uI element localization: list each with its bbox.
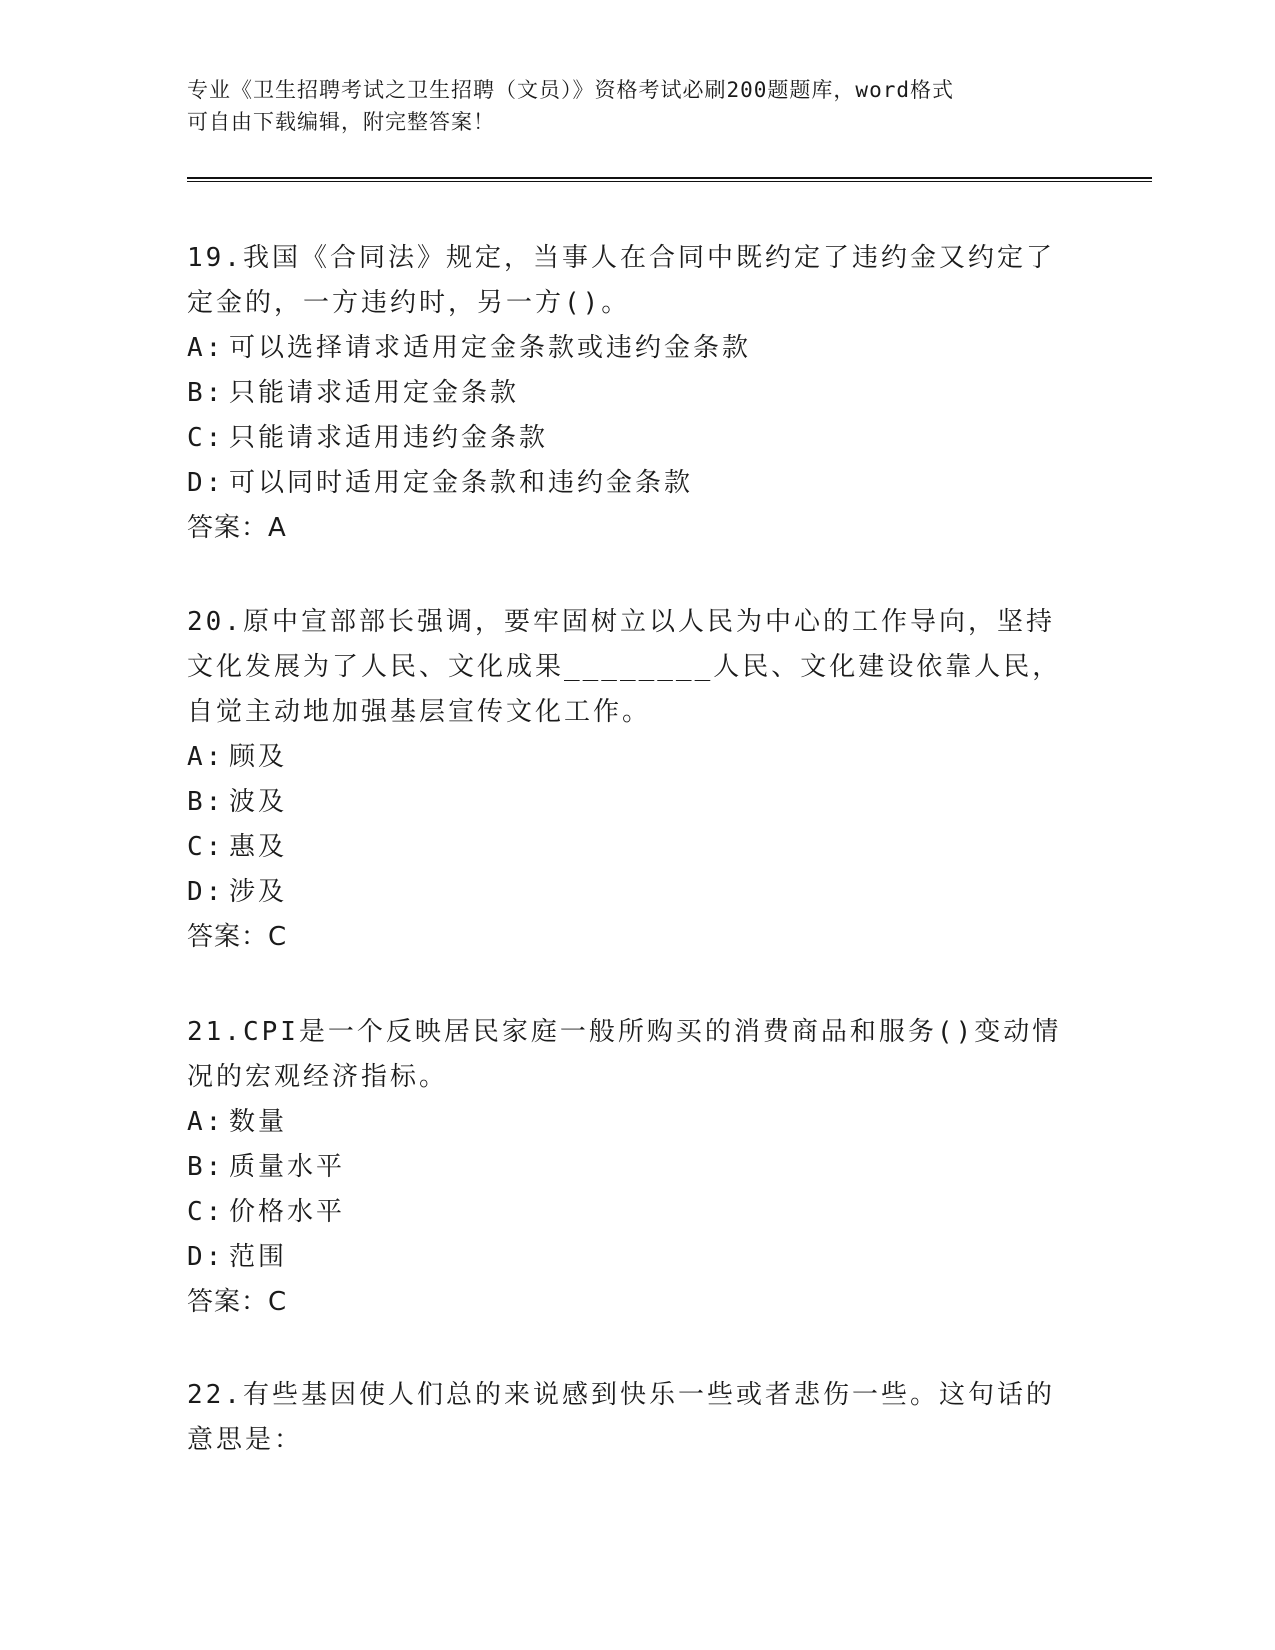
option-letter: A: [187, 1107, 225, 1137]
option-text: 只能请求适用违约金条款 [229, 423, 549, 453]
option-a [187, 735, 1077, 780]
question-21 [187, 1010, 1077, 1325]
option-letter: C: [187, 423, 225, 453]
option-text: 数量 [229, 1107, 288, 1137]
question-stem: 22.有些基因使人们总的来说感到快乐一些或者悲伤一些。这句话的意思是： [187, 1380, 1055, 1455]
header-divider-thin [187, 181, 1152, 182]
option-text: 范围 [229, 1242, 288, 1272]
option-text: 可以选择请求适用定金条款或违约金条款 [229, 333, 752, 363]
option-c [187, 416, 1077, 461]
option-letter: B: [187, 787, 225, 817]
option-letter: A: [187, 333, 225, 363]
option-letter: D: [187, 877, 225, 907]
option-b [187, 1145, 1077, 1190]
question-stem: 20.原中宣部部长强调，要牢固树立以人民为中心的工作导向，坚持文化发展为了人民、文化成果________人民、文化建设依靠人民，自觉主动地加强基层宣传文化工作。 [187, 607, 1062, 727]
header-line-2: 可自由下载编辑，附完整答案！ [187, 110, 495, 134]
option-text: 只能请求适用定金条款 [229, 378, 520, 408]
option-text: 波及 [229, 787, 288, 817]
option-c [187, 825, 1077, 870]
document-header [187, 74, 1067, 138]
option-c [187, 1190, 1077, 1235]
question-stem: 21.CPI是一个反映居民家庭一般所购买的消费商品和服务()变动情况的宏观经济指标。 [187, 1017, 1062, 1092]
option-letter: C: [187, 1197, 225, 1227]
option-letter: A: [187, 742, 225, 772]
question-22 [187, 1373, 1077, 1463]
option-letter: B: [187, 378, 225, 408]
answer: 答案：A [187, 513, 287, 543]
option-letter: D: [187, 468, 225, 498]
answer: 答案：C [187, 922, 288, 952]
option-a [187, 1100, 1077, 1145]
header-divider [187, 177, 1152, 179]
option-d [187, 461, 1077, 506]
option-letter: C: [187, 832, 225, 862]
option-d [187, 1235, 1077, 1280]
option-d [187, 870, 1077, 915]
option-b [187, 780, 1077, 825]
question-19 [187, 236, 1077, 551]
question-20 [187, 600, 1077, 960]
option-b [187, 371, 1077, 416]
option-letter: D: [187, 1242, 225, 1272]
header-line-1: 专业《卫生招聘考试之卫生招聘（文员）》资格考试必刷200题题库，word格式 [187, 78, 954, 102]
option-text: 顾及 [229, 742, 288, 772]
option-text: 价格水平 [229, 1197, 346, 1227]
option-text: 可以同时适用定金条款和违约金条款 [229, 468, 694, 498]
option-text: 涉及 [229, 877, 288, 907]
answer: 答案：C [187, 1287, 288, 1317]
option-letter: B: [187, 1152, 225, 1182]
option-a [187, 326, 1077, 371]
question-stem: 19.我国《合同法》规定，当事人在合同中既约定了违约金又约定了定金的，一方违约时，另一方()。 [187, 243, 1055, 318]
option-text: 惠及 [229, 832, 288, 862]
option-text: 质量水平 [229, 1152, 346, 1182]
